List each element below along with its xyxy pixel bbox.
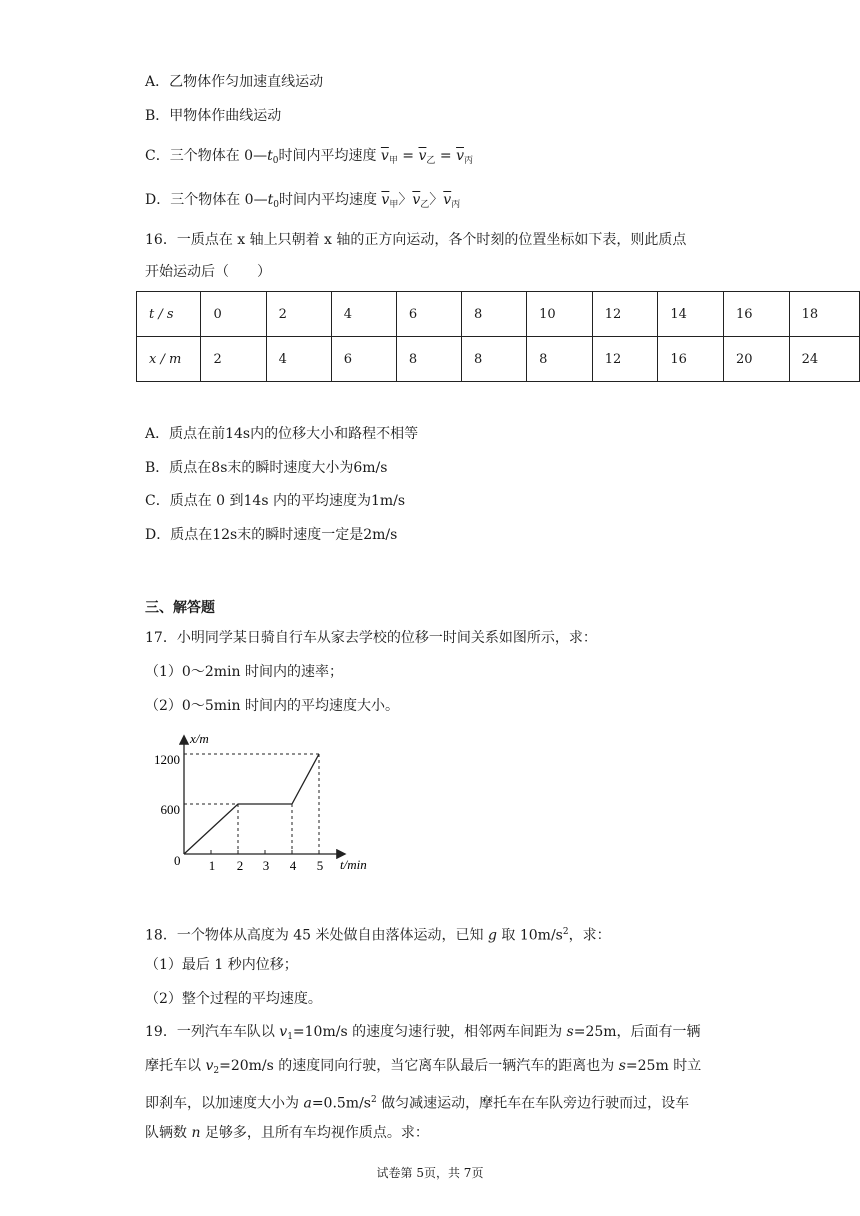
table-cell: 0 bbox=[201, 292, 266, 337]
v-symbol: $\overline{v}$ bbox=[418, 148, 427, 164]
q18-sub1: （1）最后 1 秒内位移； bbox=[145, 957, 298, 973]
row-label-position: x / m bbox=[137, 337, 201, 382]
v-symbol: $\overline{v}$ bbox=[412, 192, 421, 208]
table-cell: 8 bbox=[461, 292, 526, 337]
table-cell: 16 bbox=[658, 337, 724, 382]
table-cell: 4 bbox=[266, 337, 331, 382]
v-subscript-yi: 乙 bbox=[426, 156, 436, 166]
q18-sub2: （2）整个过程的平均速度。 bbox=[145, 991, 322, 1007]
v-subscript-jia: 甲 bbox=[388, 156, 398, 166]
t0-subscript: 0 bbox=[273, 200, 279, 210]
table-cell: 24 bbox=[789, 337, 859, 382]
y-tick-600: 600 bbox=[160, 802, 180, 817]
table-cell: 8 bbox=[461, 337, 526, 382]
x-tick-3: 3 bbox=[262, 858, 270, 873]
equals: = bbox=[435, 148, 457, 164]
q16-option-d: D．质点在12s末的瞬时速度一定是2m/s bbox=[145, 527, 398, 543]
q17-sub1: （1）0～2min 时间内的速率； bbox=[145, 664, 343, 680]
table-cell: 18 bbox=[789, 292, 859, 337]
table-cell: 4 bbox=[331, 292, 396, 337]
y-tick-1200: 1200 bbox=[154, 752, 180, 767]
option-b: B．甲物体作曲线运动 bbox=[145, 108, 282, 124]
g-symbol: g bbox=[487, 927, 497, 944]
table-cell: 2 bbox=[201, 337, 266, 382]
option-d bbox=[145, 190, 460, 215]
option-c-prefix: C．三个物体在 0— bbox=[145, 148, 268, 164]
table-cell: 14 bbox=[658, 292, 724, 337]
q16-stem-line2: 开始运动后（ ） bbox=[145, 264, 271, 280]
option-c-mid: 时间内平均速度 bbox=[278, 148, 381, 164]
row-label-time: t / s bbox=[137, 292, 201, 337]
v-subscript-bing: 丙 bbox=[451, 200, 461, 210]
table-cell: 10 bbox=[527, 292, 593, 337]
table-cell: 12 bbox=[592, 337, 658, 382]
table-cell: 6 bbox=[396, 292, 461, 337]
q16-option-c: C．质点在 0 到14s 内的平均速度为1m/s bbox=[145, 493, 406, 509]
q16-stem-line1: 16．一质点在 x 轴上只朝着 x 轴的正方向运动，各个时刻的位置坐标如下表，则此质点 bbox=[145, 232, 687, 248]
q17-sub2: （2）0～5min 时间内的平均速度大小。 bbox=[145, 698, 399, 714]
table-cell: 20 bbox=[723, 337, 789, 382]
t0-symbol: t bbox=[267, 148, 273, 164]
t0-subscript: 0 bbox=[272, 156, 279, 166]
v-subscript-jia: 甲 bbox=[389, 200, 399, 210]
table-row-position bbox=[137, 337, 860, 382]
x-tick-4: 4 bbox=[289, 858, 297, 873]
table-cell: 12 bbox=[592, 292, 658, 337]
x-tick-2: 2 bbox=[236, 858, 244, 873]
option-c bbox=[145, 146, 473, 171]
q19-line2: 摩托车以 $v_2=20m/s$ 的速度同向行驶，当它离车队最后一辆汽车的距离也为 s=25m 时立 bbox=[145, 1058, 702, 1076]
q19-line3: 即刹车，以加速度大小为 $a=0.5m/s^2$ 做匀减速运动，摩托车在车队旁边行驶而过，设车 bbox=[145, 1095, 690, 1112]
v-symbol: $\overline{v}$ bbox=[380, 148, 389, 164]
table-row-time bbox=[137, 292, 860, 337]
equals: = bbox=[397, 148, 419, 164]
x-tick-5: 5 bbox=[316, 858, 324, 873]
q19-line1: 19．一列汽车车队以 $v_1=10m/s$ 的速度匀速行驶，相邻两车间距为 s=25m，后面有一辆 bbox=[145, 1024, 701, 1042]
y-axis-label: x/m bbox=[190, 731, 209, 746]
page-footer: 试卷第 5页，共 7页 bbox=[376, 1166, 484, 1180]
v-symbol: $\overline{v}$ bbox=[381, 192, 390, 208]
table-cell: 2 bbox=[266, 292, 331, 337]
v-subscript-bing: 丙 bbox=[463, 156, 473, 166]
t0-symbol: t bbox=[267, 192, 274, 208]
q16-option-a: A．质点在前14s内的位移大小和路程不相等 bbox=[145, 426, 419, 442]
option-d-prefix: D．三个物体在 0— bbox=[145, 192, 268, 208]
q19-line4: 队辆数 n 足够多，且所有车均视作质点。求： bbox=[145, 1125, 429, 1141]
section-heading: 三、解答题 bbox=[145, 600, 215, 616]
v-symbol: $\overline{v}$ bbox=[443, 192, 452, 208]
greater: 〉 bbox=[429, 192, 444, 208]
q16-option-b: B．质点在8s末的瞬时速度大小为6m/s bbox=[145, 460, 388, 476]
position-time-table bbox=[136, 291, 860, 382]
position-time-graph bbox=[154, 731, 382, 875]
x-tick-1: 1 bbox=[208, 858, 216, 873]
table-cell: 8 bbox=[396, 337, 461, 382]
origin-label: 0 bbox=[174, 853, 181, 868]
greater: 〉 bbox=[398, 192, 413, 208]
x-axis-label: t/min bbox=[340, 857, 367, 872]
option-d-mid: 时间内平均速度 bbox=[278, 192, 382, 208]
q18-stem: 18．一个物体从高度为 45 米处做自由落体运动，已知 g 取 $10m/s^2$，求： bbox=[145, 927, 611, 944]
q17-stem: 17．小明同学某日骑自行车从家去学校的位移一时间关系如图所示，求： bbox=[145, 630, 597, 646]
v-symbol: $\overline{v}$ bbox=[456, 148, 464, 164]
table-cell: 16 bbox=[723, 292, 789, 337]
table-cell: 6 bbox=[331, 337, 396, 382]
table-cell: 8 bbox=[527, 337, 593, 382]
option-a: A．乙物体作匀加速直线运动 bbox=[145, 74, 324, 90]
v-subscript-yi: 乙 bbox=[420, 200, 430, 210]
